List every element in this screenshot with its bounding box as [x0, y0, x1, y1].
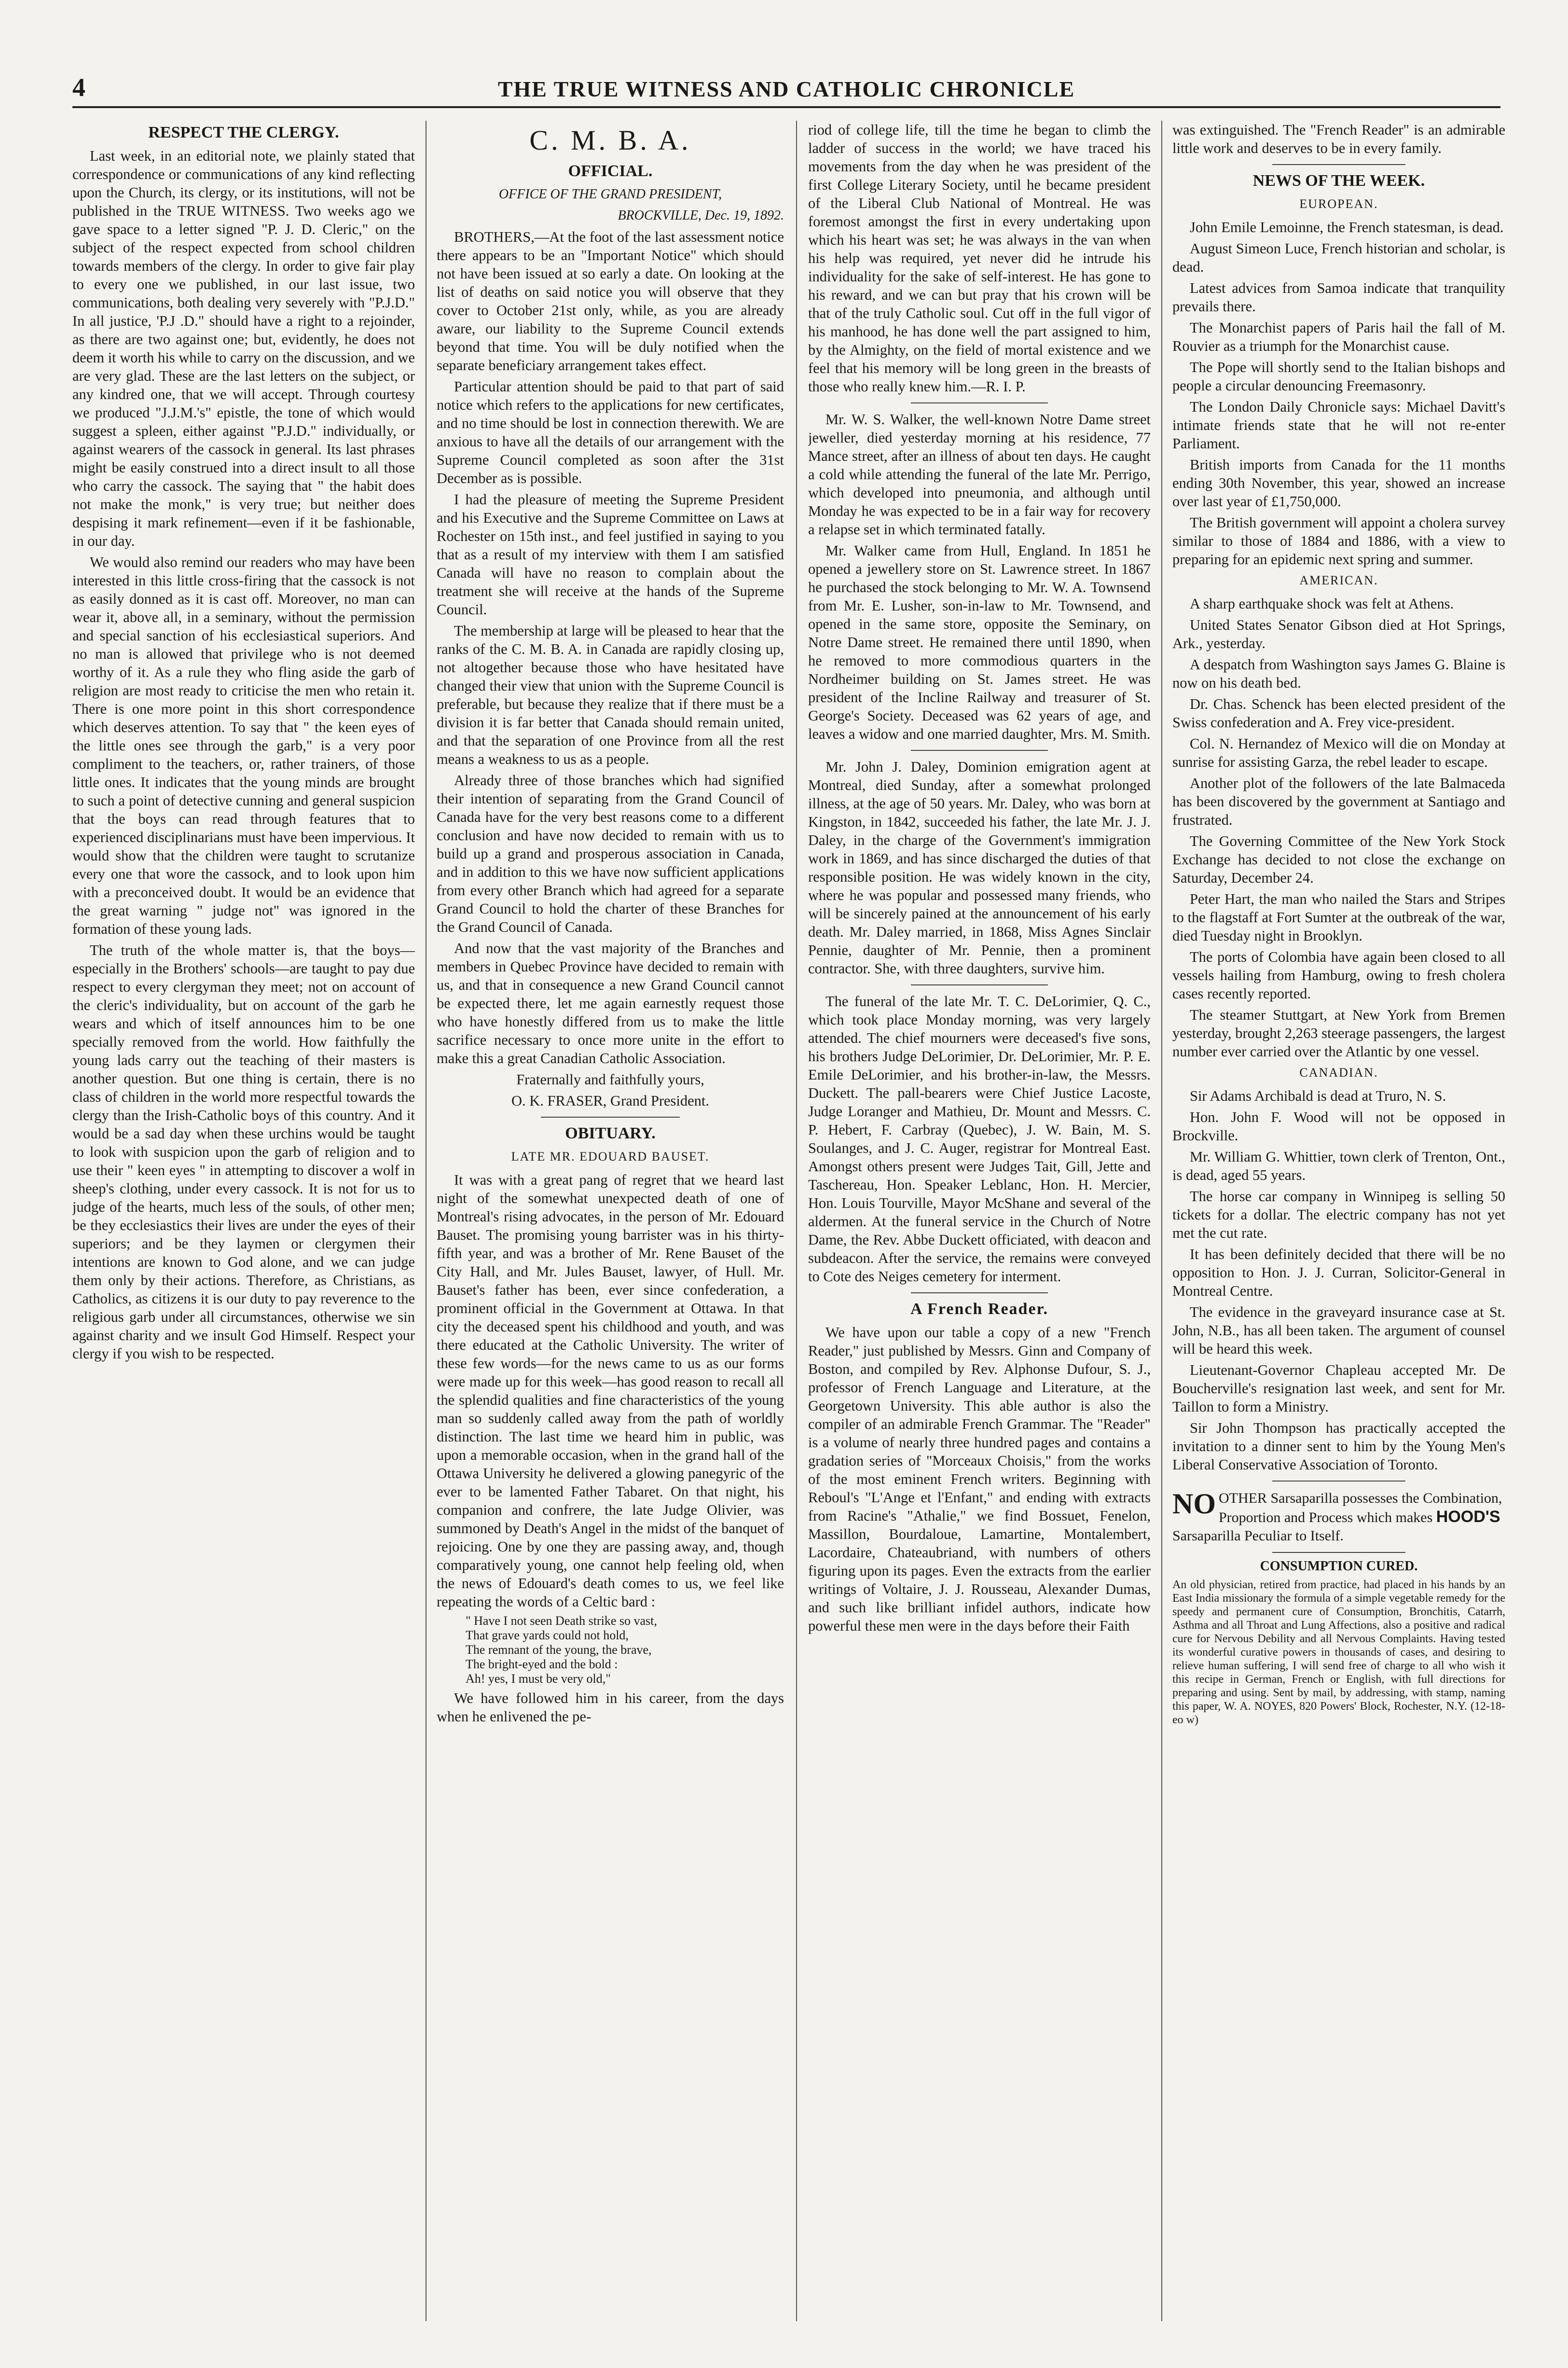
newspaper-title: THE TRUE WITNESS AND CATHOLIC CHRONICLE: [497, 77, 1075, 101]
news-item: Mr. William G. Whittier, town clerk of Trenton, Ont., is dead, aged 55 years.: [1172, 1149, 1505, 1183]
article-paragraph: BROTHERS,—At the foot of the last assessment notice there appears to be an "Important Notice" which should not have been issued at so early a date. On looking at the list of deaths on said notice you will observe that they cover to October 21st only, while, as you are already aware, our liability to the Supreme Council extends beyond that time. You will be duly notified when the separate beneficiary arrangement takes effect.: [437, 229, 784, 374]
news-item: The evidence in the graveyard insurance case at St. John, N.B., has all been taken. The argument of counsel will be heard this week.: [1172, 1304, 1505, 1357]
news-item: The Governing Committee of the New York Stock Exchange has decided to not close the exchange on Saturday, December 24.: [1172, 833, 1505, 886]
column-4: [1172, 121, 1505, 2321]
verse: " Have I not seen Death strike so vast, That grave yards could not hold, The remnant of the young, the brave, The bright-eyed and the bold : Ah! yes, I must be very old,": [466, 1614, 657, 1686]
separator-rule: [911, 750, 1048, 751]
news-item: United States Senator Gibson died at Hot Springs, Ark., yesterday.: [1172, 617, 1505, 651]
article-paragraph: The membership at large will be pleased to hear that the ranks of the C. M. B. A. in Canada are rapidly closing up, not altogether because those who have hesitated have changed their view that union with the Supreme Council is preferable, but because they realize that if there must be a division it is far better that Canada should remain united, and that the separation of one Province from all the rest means a weakness to us as a people.: [437, 623, 784, 767]
news-item: The British government will appoint a cholera survey similar to those of 1884 and 1886, with a view to preparing for an epidemic next spring and summer.: [1172, 514, 1505, 568]
column-2: [437, 121, 784, 2321]
masthead: [72, 72, 1500, 108]
office-line: OFFICE OF THE GRAND PRESIDENT,: [498, 187, 722, 202]
signature: O. K. FRASER, Grand President.: [511, 1093, 710, 1109]
separator-rule: [1272, 1552, 1405, 1553]
article-paragraph: Last week, in an editorial note, we plainly stated that correspondence or communications of any kind reflecting upon the Church, its clergy, or its institutions, will not be published in the TRUE WITNESS. Two weeks ago we gave space to a letter signed "P. J. D. Cleric," on the subject of the respect expected from school children towards members of the clergy. In order to give fair play to every one we published, in our last issue, two communications, both dealing very severely with "P.J.D." In all justice, 'P.J .D." should have a right to a rejoinder, as there are two against one; but, evidently, he does not deem it worth his while to carry on the discussion, and we are very glad. These are the last letters on the subject, or any kindred one, that we will accept. Through courtesy we produced "J.J.M.'s" epistle, the tone of which would suggest a spleen, either against "P.J.D." individually, or against wearers of the cassock in general. Its last phrases might be easily construed into a direct insult to all those who carry the cassock. The saying that " the habit does not make the monk," is very true; but neither does despising it mark refinement—even if it be fashionable, in our day.: [72, 148, 415, 549]
ad-text-end: Sarsaparilla Peculiar to Itself.: [1172, 1528, 1344, 1544]
separator-rule: [911, 984, 1048, 985]
news-item: British imports from Canada for the 11 months ending 30th November, this year, showed an increase over last year of £1,750,000.: [1172, 457, 1505, 510]
dateline: BROCKVILLE, Dec. 19, 1892.: [618, 208, 784, 223]
article-paragraph: Mr. Walker came from Hull, England. In 1851 he opened a jewellery store on St. Lawrence street. In 1867 he purchased the stock belonging to Mr. W. A. Townsend from Mr. E. Lusher, son-in-law to Mr. Townsend, and opened in the same store, opposite the Seminary, on Notre Dame street. He remained there until 1890, when he removed to more commodious quarters in the Nordheimer building on St. James street. He was president of the Incline Railway and treasurer of St. George's Society. Deceased was 62 years of age, and leaves a widow and one married daughter, Mrs. M. Smith.: [808, 542, 1151, 742]
news-item: A despatch from Washington says James G. Blaine is now on his death bed.: [1172, 656, 1505, 691]
section-subheading: OFFICIAL.: [568, 162, 653, 180]
news-item: Col. N. Hernandez of Mexico will die on Monday at sunrise for assisting Garza, the rebel leader to escape.: [1172, 735, 1505, 770]
canadian-label: CANADIAN.: [1299, 1066, 1378, 1080]
column-3: [808, 121, 1151, 2321]
ad-text: OTHER Sarsaparilla possesses the Combination, Proportion and Process which makes: [1219, 1490, 1502, 1525]
news-item: John Emile Lemoinne, the French statesman, is dead.: [1190, 219, 1504, 235]
news-item: The ports of Colombia have again been closed to all vessels hailing from Hamburg, owing to fresh cholera cases recently reported.: [1172, 949, 1505, 1002]
article-paragraph: The truth of the whole matter is, that the boys—especially in the Brothers' schools—are taught to pay due respect to every clergyman they meet; not on account of the cleric's individuality, but on account of the garb he wears and which of itself announces him to be one specially removed from the world. How faithfully the young lads carry out the teaching of their masters is another question. But one thing is certain, there is no class of children in the world more respectful towards the clergy than the Irish-Catholic boys of this country. And it would be a sad day when these urchins would be taught to look with suspicion upon the garb of religion and to use their " keen eyes " in attempting to discover a wolf in sheep's clothing, under every cassock. It is not for us to judge of the hearts, much less of the souls, of other men; be they ecclesiastics their lives are under the eyes of their superiors; and be they laymen or clergymen their intentions are known to God alone, and we can judge them only by their actions. Therefore, as Christians, as Catholics, as citizens it is our duty to pay reverence to the religious garb under all circumstances, otherwise we sin against charity and we insult God Himself. Respect your clergy if you wish to be respected.: [72, 942, 415, 1362]
obituary-subheading: LATE MR. EDOUARD BAUSET.: [511, 1149, 710, 1163]
page-number: 4: [72, 73, 85, 102]
news-item: The Pope will shortly send to the Italian bishops and people a circular denouncing Freemasonry.: [1172, 359, 1505, 394]
news-item: The Monarchist papers of Paris hail the fall of M. Rouvier as a triumph for the Monarchist cause.: [1172, 319, 1505, 354]
american-label: AMERICAN.: [1299, 573, 1378, 587]
article-paragraph: was extinguished. The "French Reader" is an admirable little work and deserves to be in every family.: [1172, 122, 1505, 156]
news-item: The horse car company in Winnipeg is selling 50 tickets for a dollar. The electric company has not yet met the cut rate.: [1172, 1188, 1505, 1241]
cure-text: An old physician, retired from practice, had placed in his hands by an East India missionary the formula of a simple vegetable remedy for the speedy and permanent cure of Consumption, Bronchitis, Catarrh, Asthma and all Throat and Lung Affections, also a positive and radical cure for Nervous Debility and all Nervous Complaints. Having tested its wonderful curative powers in thousands of cases, and desiring to relieve human suffering, I will send free of charge to all who wish it this recipe in German, French or English, with full directions for preparing and using. Sent by mail, by addressing, with stamp, naming this paper, W. A. NOYES, 820 Powers' Block, Rochester, N.Y. (12-18-eo w): [1172, 1579, 1505, 1726]
news-item: Sir John Thompson has practically accepted the invitation to a dinner sent to him by the Young Men's Liberal Conservative Association of Toronto.: [1172, 1420, 1505, 1473]
article-paragraph: It was with a great pang of regret that we heard last night of the somewhat unexpected death of one of Montreal's rising advocates, in the person of Mr. Edouard Bauset. The promising young barrister was in his thirty-fifth year, and was a brother of Mr. Rene Bauset of the City Hall, and Mr. Jules Bauset, lawyer, of Hull. Mr. Bauset's father has been, ever since confederation, a prominent official in the Government at Ottawa. In that city the deceased spent his childhood and youth, and was there educated at the Catholic University. The writer of these few words—for the news came to us as our forms were made up for this week—has good reason to recall all the splendid qualities and fine characteristics of the young man so suddenly called away from the path of worldly distinction. The last time we heard him in public, was upon a memorable occasion, when in the grand hall of the Ottawa University he delivered a glowing panegyric of the ever to be lamented Father Tabaret. On that night, his companion and confrere, the late Judge Olivier, was summoned by Death's Angel in the midst of the banquet of rejoicing. One by one they are passing away, and, though comparatively young, one cannot help feeling old, when the news of Edouard's death comes to us, we feel like repeating the words of a Celtic bard :: [437, 1172, 784, 1610]
news-item: It has been definitely decided that there will be no opposition to Hon. J. J. Curran, Solicitor-General in Montreal Centre.: [1172, 1246, 1505, 1299]
article-paragraph: We have upon our table a copy of a new "French Reader," just published by Messrs. Ginn and Company of Boston, and compiled by Rev. Alphonse Dufour, S. J., professor of French Language and Literature, at the Georgetown University. This able author is also the compiler of an admirable French Grammar. The "Reader" is a volume of nearly three hundred pages and contains a gradation series of "Morceaux Choisis," from the works of the most eminent French writers. Beginning with Reboul's "L'Ange et l'Enfant," and ending with extracts from Racine's "Athalie," we find Bossuet, Fenelon, Massillon, Bourdaloue, Lamartine, Montalembert, Lacordaire, Chateaubriand, with numbers of others figuring upon its pages. Even the extracts from the earlier writings of Voltaire, J. J. Rousseau, Alexander Dumas, and such like brilliant infidel authors, indicate how powerful these men were in the days before their Faith: [808, 1324, 1151, 1634]
column-1: [72, 121, 415, 2321]
separator-rule: [911, 1292, 1048, 1293]
article-paragraph: Mr. W. S. Walker, the well-known Notre Dame street jeweller, died yesterday morning at his residence, 77 Mance street, after an illness of about ten days. He caught a cold while attending the funeral of the late Mr. Perrigo, which developed into pneumonia, and although until Monday he was expected to be in a fair way for recovery a relapse set in which terminated fatally.: [808, 411, 1151, 538]
news-item: August Simeon Luce, French historian and scholar, is dead.: [1172, 240, 1505, 275]
news-item: Dr. Chas. Schenck has been elected president of the Swiss confederation and A. Frey vice-president.: [1172, 696, 1505, 731]
ad-initial: NO: [1172, 1488, 1216, 1520]
article-paragraph: We have followed him in his career, from the days when he enlivened the pe-: [437, 1690, 784, 1725]
column-divider: [796, 121, 797, 2321]
article-paragraph: riod of college life, till the time he began to climb the ladder of success in the world; we have traced his movements from the day when he was president of the first College Literary Society, until he became president of the Liberal Club National of Montreal. He was foremost amongst the first in every undertaking upon which his heart was set; he was always in the van when his help was required, yet never did he intrude his individuality for the sake of self-interest. He has gone to his reward, and we can but pray that his crown will be that of the truly Catholic soul. Cut off in the full vigor of his manhood, he has done well the part assigned to him, by the Almighty, on the field of mortal existence and we feel that his memory will be long green in the breasts of those who really knew him.—R. I. P.: [808, 122, 1151, 395]
news-item: The London Daily Chronicle says: Michael Davitt's intimate friends state that he will not re-enter Parliament.: [1172, 399, 1505, 452]
european-label: EUROPEAN.: [1299, 197, 1378, 211]
article-paragraph: I had the pleasure of meeting the Supreme President and his Executive and the Supreme Committee on Laws at Rochester on 15th inst., and feel justified in saying to you that as a result of my interview with them I am satisfied Canada will have no reason to complain about the treatment she will receive at the hands of the Supreme Council.: [437, 491, 784, 618]
news-heading: NEWS OF THE WEEK.: [1252, 172, 1425, 190]
news-item: A sharp earthquake shock was felt at Athens.: [1190, 595, 1454, 612]
column-divider: [1161, 121, 1162, 2321]
article-paragraph: The funeral of the late Mr. T. C. DeLorimier, Q. C., which took place Monday morning, was very largely attended. The chief mourners were deceased's five sons, his brothers Judge DeLorimier, Dr. DeLorimier, Mr. P. E. Emile DeLorimier, and his brother-in-law, the Messrs. Duckett. The pall-bearers were Chief Justice Lacoste, Judge Loranger and Mathieu, Dr. Mount and Messrs. C. P. Hebert, F. Carbray (Quebec), J. W. Bain, M. S. Soulanges, and J. C. Auger, registrar for Montreal East. Amongst others present were Judges Tait, Gill, Jette and Taschereau, Hon. Speaker Leblanc, Hon. H. Mercier, Hon. Louis Tourville, Mayor McShane and several of the aldermen. At the funeral service in the Church of Notre Dame, the Rev. Abbe Duckett officiated, with deacon and subdeacon. After the service, the remains were conveyed to Cote des Neiges cemetery for interment.: [808, 993, 1151, 1285]
article-paragraph: Particular attention should be paid to that part of said notice which refers to the applications for new certificates, and no time should be lost in connection therewith. We are anxious to have all the details of our arrangement with the Supreme Council completed as soon after the 31st December as is possible.: [437, 378, 784, 486]
reader-heading: A French Reader.: [910, 1300, 1049, 1318]
consumption-ad: [1172, 1560, 1505, 1727]
separator-rule: [1272, 164, 1405, 165]
news-item: Latest advices from Samoa indicate that tranquility prevails there.: [1172, 280, 1505, 315]
obituary-heading: OBITUARY.: [565, 1124, 656, 1142]
article-paragraph: And now that the vast majority of the Branches and members in Quebec Province have decided to remain with us, and that in consequence a new Grand Council cannot be expected there, let me again earnestly request those who have honestly differed from us to make the little sacrifice necessary to once more unite in the effort to make this a great Canadian Catholic Association.: [437, 940, 784, 1066]
news-item: Peter Hart, the man who nailed the Stars and Stripes to the flagstaff at Fort Sumter at the outbreak of the war, died Tuesday night in Brooklyn.: [1172, 891, 1505, 944]
separator-rule: [911, 402, 1048, 403]
news-item: The steamer Stuttgart, at New York from Bremen yesterday, brought 2,263 steerage passengers, the largest number ever carried over the Atlantic by one vessel.: [1172, 1007, 1505, 1060]
cure-heading: CONSUMPTION CURED.: [1260, 1559, 1418, 1574]
article-paragraph: Already three of those branches which had signified their intention of separating from the Grand Council of Canada have for the very best reasons come to a different conclusion and have now decided to remain with us to build up a grand and prosperous association in Canada, and in addition to this we have now sufficient applications from every other Branch which had agreed for a separate Grand Council to hold the charter of these Branches for the Grand Council of Canada.: [437, 772, 784, 935]
article-paragraph: We would also remind our readers who may have been interested in this little cross-firing that the cassock is not as easily donned as it is cast off. Moreover, no man can wear it, above all, in a seminary, without the permission and special sanction of his ecclesiastical superiors. And no man is allowed that privilege who is not deemed worthy of it. As a rule they who fling aside the garb of religion are most ready to criticise the men who retain it. There is one more point in this short correspondence which deserves attention. To say that " the keen eyes of the little ones see through the garb," is a very poor compliment to the teachers, or, rather trainers, of those little ones. It indicates that the young minds are brought to such a point of detective cunning and general suspicion that the boys can read through features that to experienced disciplinarians must have been impervious. It would show that the children were taught to scrutanize every one that wore the cassock, and to look upon him with a preconceived doubt. It would be an evidence that the great warning " judge not" was ignored in the formation of these young lads.: [72, 554, 415, 937]
hoods-advertisement: [1172, 1489, 1505, 1545]
article-paragraph: Mr. John J. Daley, Dominion emigration agent at Montreal, died Sunday, after a somewhat prolonged illness, at the age of 50 years. Mr. Daley, who was born at Kingston, in 1842, succeeded his father, the late Mr. J. J. Daley, in the charge of the Government's immigration work in 1869, and has since discharged the duties of that responsible position. He was widely known in the city, where he was popular and possessed many friends, who will be sincerely pained at the announcement of his early death. Mr. Daley married, in 1868, Miss Agnes Sinclair Pennie, daughter of Mr. Pennie, then a prominent contractor. She, with three daughters, survive him.: [808, 759, 1151, 977]
news-item: Another plot of the followers of the late Balmaceda has been discovered by the government at Santiago and frustrated.: [1172, 775, 1505, 828]
ad-brand: HOOD'S: [1436, 1508, 1500, 1526]
closing: Fraternally and faithfully yours,: [516, 1071, 704, 1088]
section-heading: C. M. B. A.: [529, 125, 691, 156]
article-heading: RESPECT THE CLERGY.: [148, 124, 339, 141]
separator-rule: [1272, 1481, 1405, 1482]
news-item: Lieutenant-Governor Chapleau accepted Mr. De Boucherville's resignation last week, and sent for Mr. Taillon to form a Ministry.: [1172, 1362, 1505, 1415]
news-item: Sir Adams Archibald is dead at Truro, N. S.: [1190, 1088, 1446, 1104]
separator-rule: [541, 1117, 680, 1118]
news-item: Hon. John F. Wood will not be opposed in Brockville.: [1172, 1109, 1505, 1144]
